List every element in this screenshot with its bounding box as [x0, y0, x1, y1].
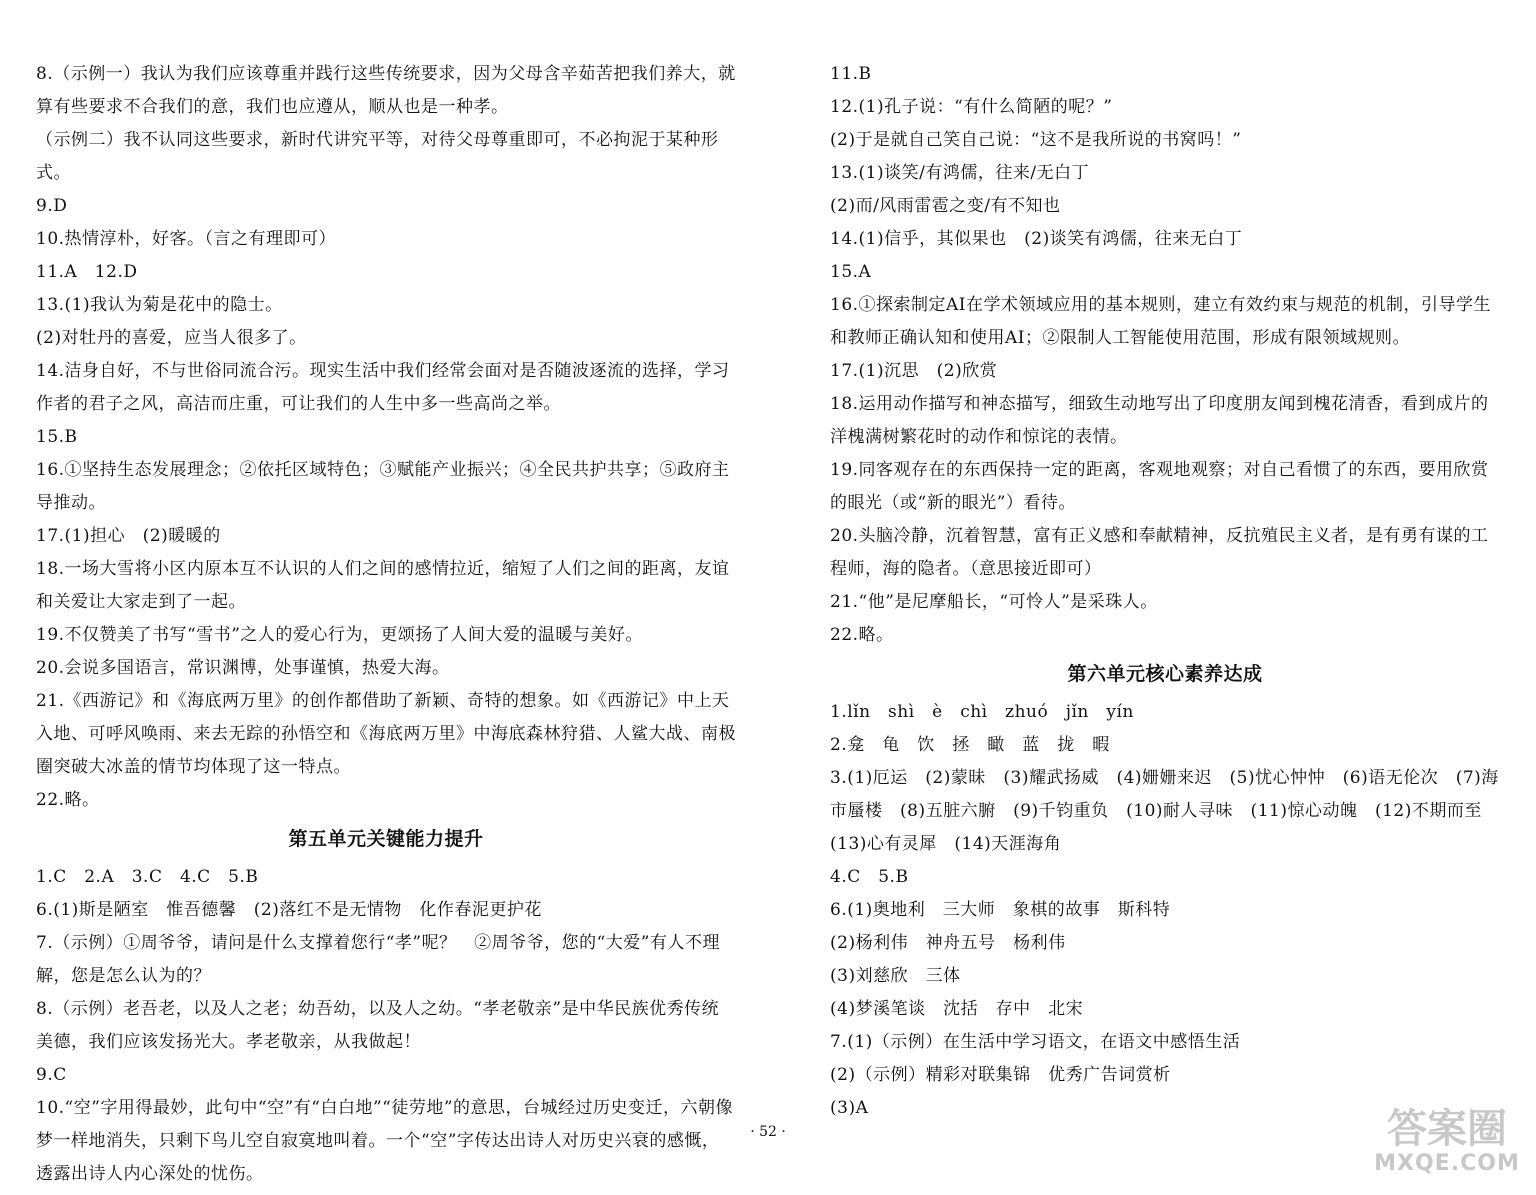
left-column — [36, 58, 736, 1191]
answer-line: (4)梦溪笔谈 沈括 存中 北宋 — [830, 999, 1084, 1019]
answer-line: (3)A — [830, 1098, 869, 1118]
answer-line: 19.不仅赞美了书写“雪书”之人的爱心行为，更颂扬了人间大爱的温暖与美好。 — [36, 625, 643, 645]
answer-line: 20.会说多国语言，常识渊博，处事谨慎，热爱大海。 — [36, 658, 450, 678]
answer-line: 17.(1)沉思 (2)欣赏 — [830, 361, 998, 381]
answer-line: 2.龛 龟 饮 拯 瞰 蓝 拢 暇 — [830, 735, 1110, 755]
answer-line: 18.运用动作描写和神态描写，细致生动地写出了印度朋友闻到槐花清香，看到成片的洋槐满树繁花时的动作和惊诧的表情。 — [830, 394, 1489, 447]
answer-line: 19.同客观存在的东西保持一定的距离，客观地观察；对自己看惯了的东西，要用欣赏的眼光（或“新的眼光”）看待。 — [830, 460, 1489, 513]
answer-line: 17.(1)担心 (2)暖暖的 — [36, 526, 221, 546]
watermark-logo — [1372, 1107, 1522, 1187]
answer-line: 13.(1)我认为菊是花中的隐士。 — [36, 295, 283, 315]
answer-line: (2)对牡丹的喜爱，应当人很多了。 — [36, 328, 307, 348]
answer-line: (2)（示例）精彩对联集锦 优秀广告词赏析 — [830, 1065, 1171, 1085]
answer-line: 7.（示例）①周爷爷，请问是什么支撑着您行“孝”呢？ ②周爷爷，您的“大爱”有人不理解，您是怎么认为的？ — [36, 933, 720, 986]
answer-line: 15.A — [830, 262, 872, 282]
answer-line: 20.头脑冷静，沉着智慧，富有正义感和奉献精神，反抗殖民主义者，是有勇有谋的工程师，海的隐者。（意思接近即可） — [830, 526, 1489, 579]
answer-line: 16.①探索制定AI在学术领域应用的基本规则，建立有效约束与规范的机制，引导学生和教师正确认知和使用AI；②限制人工智能使用范围，形成有限领域规则。 — [830, 295, 1492, 348]
answer-line: 9.C — [36, 1065, 67, 1085]
answer-line: (3)刘慈欣 三体 — [830, 966, 961, 986]
answer-line: 7.(1)（示例）在生活中学习语文，在语文中感悟生活 — [830, 1032, 1241, 1052]
answer-line: （示例二）我不认同这些要求，新时代讲究平等，对待父母尊重即可，不必拘泥于某种形式。 — [36, 130, 719, 183]
answer-line: 16.①坚持生态发展理念；②依托区域特色；③赋能产业振兴；④全民共护共享；⑤政府主导推动。 — [36, 460, 730, 513]
answer-line: 3.(1)厄运 (2)蒙昧 (3)耀武扬威 (4)姗姗来迟 (5)忧心忡忡 (6)语无伦次 (7)海市蜃楼 (8)五脏六腑 (9)千钧重负 (10)耐人寻味 (11)惊心动魄 (12)不期而至 (13)心有灵犀 (14)天涯海角 — [830, 768, 1500, 854]
answer-line: 13.(1)谈笑/有鸿儒，往来/无白丁 — [830, 163, 1090, 183]
section-title-unit6: 第六单元核心素养达成 — [1067, 663, 1263, 685]
answer-line: (2)于是就自己笑自己说：“这不是我所说的书窝吗！” — [830, 130, 1242, 150]
watermark-title: 答案圈 — [1387, 1106, 1507, 1152]
answer-line: 22.略。 — [830, 625, 894, 645]
answer-line: 11.B — [830, 64, 872, 84]
answer-line: 11.A 12.D — [36, 262, 138, 282]
answer-line: 10.“空”字用得最妙，此句中“空”有“白白地”“徒劳地”的意思，台城经过历史变迁，六朝像梦一样地消失，只剩下鸟儿空自寂寞地叫着。一个“空”字传达出诗人对历史兴衰的感慨，透露出诗人内心深处的忧伤。 — [36, 1098, 734, 1184]
answer-line: 6.(1)斯是陋室 惟吾德馨 (2)落红不是无情物 化作春泥更护花 — [36, 900, 542, 920]
answer-line: 8.（示例一）我认为我们应该尊重并践行这些传统要求，因为父母含辛茹苦把我们养大，就算有些要求不合我们的意，我们也应遵从，顺从也是一种孝。 — [36, 64, 736, 117]
watermark-url: MXQE.COM — [1374, 1151, 1520, 1176]
answer-line: 8.（示例）老吾老，以及人之老；幼吾幼，以及人之幼。“孝老敬亲”是中华民族优秀传统美德，我们应该发扬光大。孝老敬亲，从我做起！ — [36, 999, 720, 1052]
answer-line: 9.D — [36, 196, 68, 216]
answer-line: 10.热情淳朴，好客。（言之有理即可） — [36, 229, 337, 249]
answer-line: 14.洁身自好，不与世俗同流合污。现实生活中我们经常会面对是否随波逐流的选择，学习作者的君子之风，高洁而庄重，可让我们的人生中多一些高尚之举。 — [36, 361, 730, 414]
answer-line: 15.B — [36, 427, 78, 447]
answer-line: (2)杨利伟 神舟五号 杨利伟 — [830, 933, 1066, 953]
page-number: · 52 · — [750, 1124, 786, 1140]
answer-line: 21.“他”是尼摩船长，“可怜人”是采珠人。 — [830, 592, 1158, 612]
answer-line: 18.一场大雪将小区内原本互不认识的人们之间的感情拉近，缩短了人们之间的距离，友谊和关爱让大家走到了一起。 — [36, 559, 730, 612]
answer-line: 4.C 5.B — [830, 867, 909, 887]
answer-line: 22.略。 — [36, 790, 100, 810]
answer-line: 1.C 2.A 3.C 4.C 5.B — [36, 867, 259, 887]
answer-line: 12.(1)孔子说：“有什么简陋的呢？” — [830, 97, 1113, 117]
answer-line: 21.《西游记》和《海底两万里》的创作都借助了新颖、奇特的想象。如《西游记》中上天入地、可呼风唤雨、来去无踪的孙悟空和《海底两万里》中海底森林狩猎、人鲨大战、南极圈突破大冰盖的情节均体现了这一特点。 — [36, 691, 736, 777]
answer-line: (2)而/风雨雷雹之变/有不知也 — [830, 196, 1061, 216]
answer-line: 1.lǐn shì è chì zhuó jǐn yín — [830, 702, 1134, 722]
right-column — [830, 58, 1500, 1125]
section-title-unit5: 第五单元关键能力提升 — [288, 828, 484, 850]
answer-line: 6.(1)奥地利 三大师 象棋的故事 斯科特 — [830, 900, 1171, 920]
answer-line: 14.(1)信乎，其似果也 (2)谈笑有鸿儒，往来无白丁 — [830, 229, 1243, 249]
